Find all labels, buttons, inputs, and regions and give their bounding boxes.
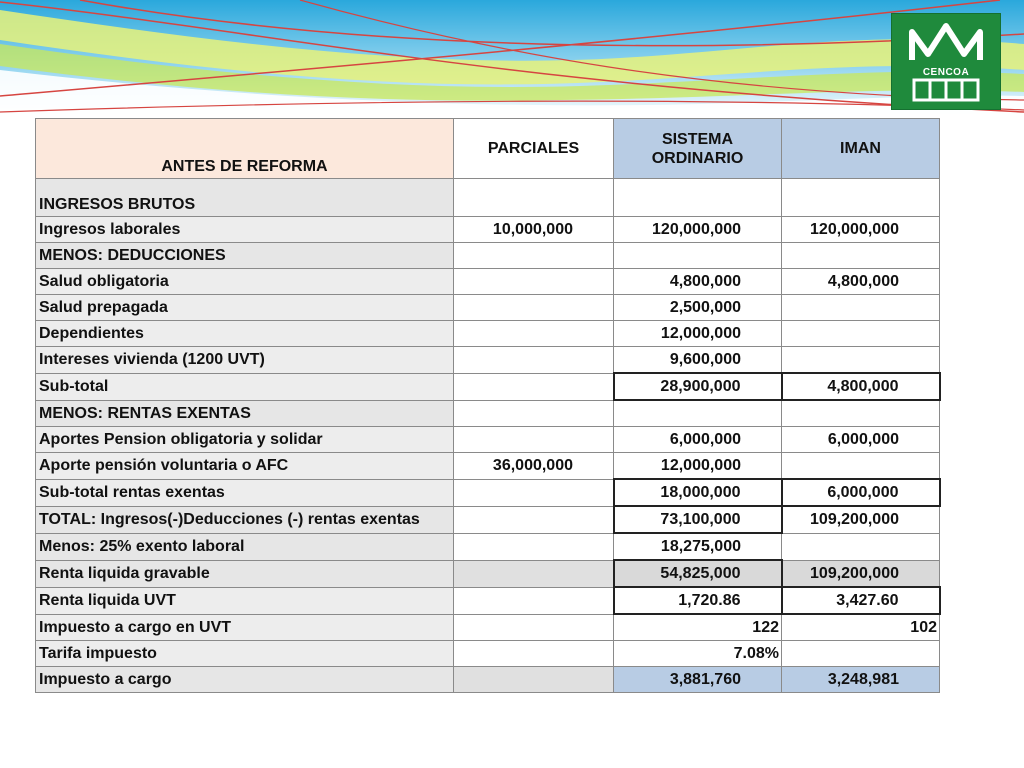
row-label: Intereses vivienda (1200 UVT) [36,347,454,374]
cell-parciales [454,269,614,295]
row-label: Renta liquida UVT [36,587,454,614]
cell-parciales [454,533,614,560]
cell-parciales [454,243,614,269]
table-row [36,321,940,347]
table-row [36,347,940,374]
cell-parciales [454,347,614,374]
row-label: Dependientes [36,321,454,347]
header-sistema-ordinario [614,119,782,179]
cell-iman [782,243,940,269]
table-row [36,217,940,243]
header-banner [0,0,1024,118]
row-label: INGRESOS BRUTOS [36,179,454,217]
cell-sistema-ordinario: 9,600,000 [614,347,782,374]
cell-sistema-ordinario: 1,720.86 [614,587,782,614]
cell-parciales [454,641,614,667]
cell-iman [782,321,940,347]
row-label: Impuesto a cargo en UVT [36,614,454,641]
cell-parciales [454,614,614,641]
row-label: Salud prepagada [36,295,454,321]
cell-parciales [454,506,614,533]
cencoa-logo [891,13,1001,110]
logo-mountains-icon [892,14,1000,109]
cell-sistema-ordinario: 18,000,000 [614,479,782,506]
cell-sistema-ordinario [614,179,782,217]
cell-sistema-ordinario: 12,000,000 [614,453,782,480]
cell-sistema-ordinario: 122 [614,614,782,641]
cell-iman: 4,800,000 [782,269,940,295]
cell-sistema-ordinario: 18,275,000 [614,533,782,560]
cell-sistema-ordinario: 3,881,760 [614,667,782,693]
row-label: Ingresos laborales [36,217,454,243]
cell-sistema-ordinario [614,243,782,269]
table-row [36,641,940,667]
cell-parciales [454,400,614,427]
cell-iman [782,295,940,321]
cell-iman [782,641,940,667]
cell-iman: 6,000,000 [782,427,940,453]
cell-sistema-ordinario: 120,000,000 [614,217,782,243]
row-label: MENOS: RENTAS EXENTAS [36,400,454,427]
table-row [36,479,940,506]
table-row [36,269,940,295]
logo-text: CENCOA [922,67,970,78]
row-label: Aporte pensión voluntaria o AFC [36,453,454,480]
table-row [36,614,940,641]
banner-waves [0,0,1024,118]
table-row [36,373,940,400]
table-row [36,295,940,321]
table-row [36,427,940,453]
cell-parciales [454,667,614,693]
cell-sistema-ordinario [614,400,782,427]
cell-parciales [454,587,614,614]
cell-iman: 6,000,000 [782,479,940,506]
cell-sistema-ordinario: 2,500,000 [614,295,782,321]
cell-sistema-ordinario: 73,100,000 [614,506,782,533]
table-row [36,453,940,480]
table-row [36,667,940,693]
cell-iman [782,347,940,374]
tax-comparison-table [35,118,941,693]
table-row [36,179,940,217]
table-row [36,400,940,427]
row-label: Salud obligatoria [36,269,454,295]
cell-sistema-ordinario: 12,000,000 [614,321,782,347]
header-antes-de-reforma: ANTES DE REFORMA [36,119,454,179]
cell-iman: 3,248,981 [782,667,940,693]
cell-iman: 109,200,000 [782,506,940,533]
row-label: Sub-total rentas exentas [36,479,454,506]
cell-parciales [454,479,614,506]
cell-parciales [454,427,614,453]
header-parciales: PARCIALES [454,119,614,179]
cell-parciales: 10,000,000 [454,217,614,243]
table-row [36,587,940,614]
table-row [36,560,940,587]
cell-sistema-ordinario: 28,900,000 [614,373,782,400]
row-label: Tarifa impuesto [36,641,454,667]
cell-iman [782,400,940,427]
header-sistema-ordinario-text: SISTEMA ORDINARIO [651,130,744,167]
row-label: Impuesto a cargo [36,667,454,693]
table-header-row [36,119,940,179]
cell-sistema-ordinario: 54,825,000 [614,560,782,587]
row-label: Sub-total [36,373,454,400]
table-row [36,243,940,269]
cell-sistema-ordinario: 6,000,000 [614,427,782,453]
cell-iman: 3,427.60 [782,587,940,614]
row-label: TOTAL: Ingresos(-)Deducciones (-) rentas exentas [36,506,454,533]
cell-iman: 102 [782,614,940,641]
cell-parciales: 36,000,000 [454,453,614,480]
cell-iman [782,533,940,560]
row-label: Aportes Pension obligatoria y solidar [36,427,454,453]
cell-iman [782,453,940,480]
cell-sistema-ordinario: 7.08% [614,641,782,667]
cell-parciales [454,295,614,321]
cell-sistema-ordinario: 4,800,000 [614,269,782,295]
header-iman: IMAN [782,119,940,179]
cell-parciales [454,179,614,217]
cell-iman [782,179,940,217]
cell-iman: 4,800,000 [782,373,940,400]
row-label: Menos: 25% exento laboral [36,533,454,560]
cell-parciales [454,560,614,587]
cell-iman: 120,000,000 [782,217,940,243]
table-row [36,506,940,533]
cell-parciales [454,321,614,347]
cell-parciales [454,373,614,400]
cell-iman: 109,200,000 [782,560,940,587]
row-label: MENOS: DEDUCCIONES [36,243,454,269]
table-row [36,533,940,560]
row-label: Renta liquida gravable [36,560,454,587]
